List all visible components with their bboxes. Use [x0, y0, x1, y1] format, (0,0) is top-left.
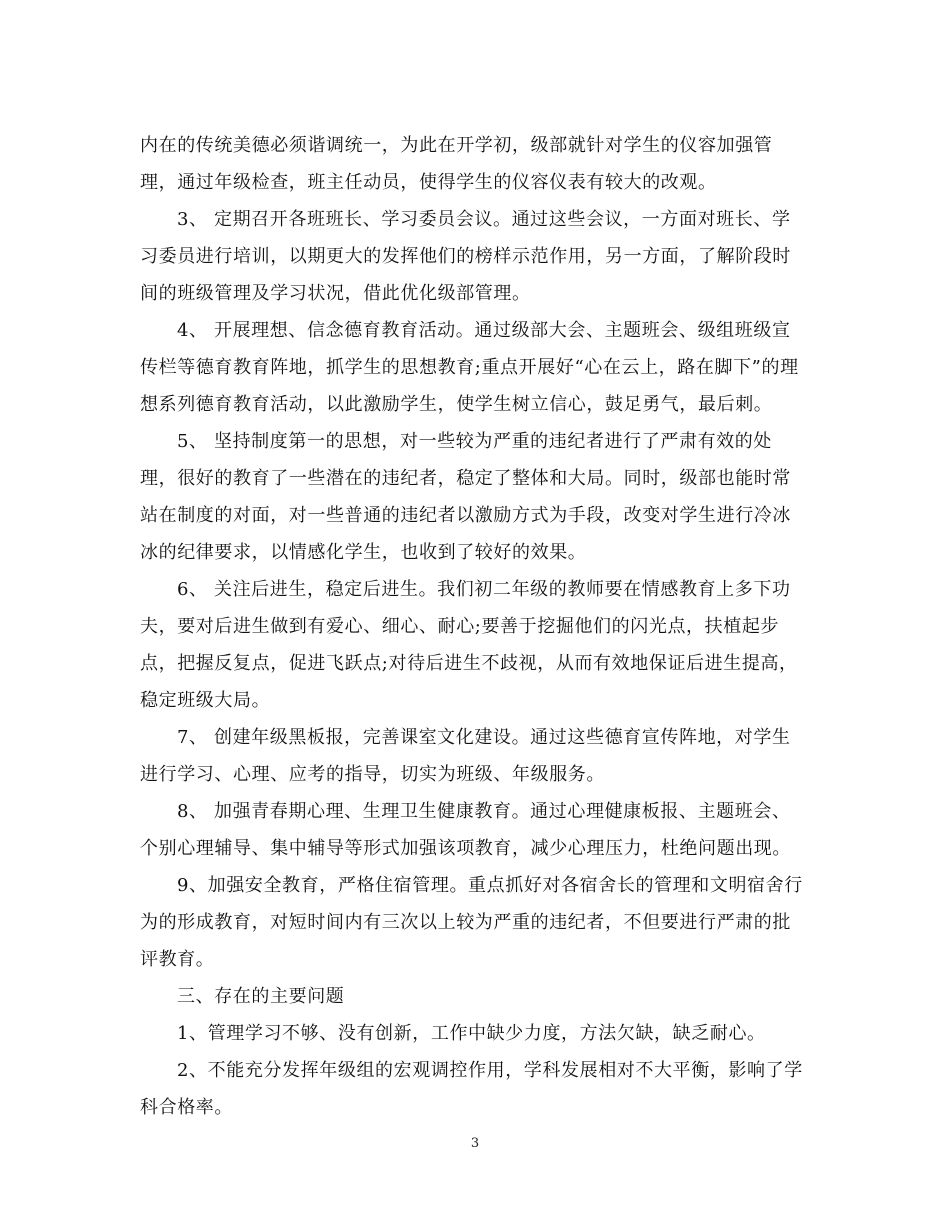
paragraph-item-5: 5、 坚持制度第一的思想，对一些较为严重的违纪者进行了严肃有效的处 理，很好的教育了一些潜在的违纪者，稳定了整体和大局。同时，级部也能时常 站在制度的对面，对一些普通的违纪者以激励方式为手段，改变对学生进行冷冰 冰的纪律要求，以情感化学生，也收到了较好的效果。	[140, 431, 791, 563]
problem-item-2: 2、不能充分发挥年级组的宏观调控作用，学科发展相对不大平衡，影响了学 科合格率。	[140, 1060, 803, 1118]
paragraph-item-7: 7、 创建年级黑板报，完善课室文化建设。通过这些德育宣传阵地，对学生 进行学习、心理、应考的指导，切实为班级、年级服务。	[140, 727, 791, 785]
page-number: 3	[470, 1136, 480, 1151]
paragraph-item-9: 9、加强安全教育，严格住宿管理。重点抓好对各宿舍长的管理和文明宿舍行 为的形成教育，对短时间内有三次以上较为严重的违纪者，不但要进行严肃的批 评教育。	[140, 875, 803, 970]
paragraph-item-4: 4、 开展理想、信念德育教育活动。通过级部大会、主题班会、级组班级宣 传栏等德育教育阵地，抓学生的思想教育;重点开展好“心在云上，路在脚下”的理 想系列德育教育活动，以此激励学生，使学生树立信心，鼓足勇气，最后刺。	[140, 320, 799, 415]
paragraph-item-8: 8、 加强青春期心理、生理卫生健康教育。通过心理健康板报、主题班会、 个别心理辅导、集中辅导等形式加强该项教育，减少心理压力，杜绝问题出现。	[140, 801, 791, 859]
paragraph-item-3: 3、 定期召开各班班长、学习委员会议。通过这些会议，一方面对班长、学 习委员进行培训，以期更大的发挥他们的榜样示范作用，另一方面，了解阶段时 间的班级管理及学习状况，借此优化级部管理。	[140, 209, 791, 304]
document-body	[140, 127, 805, 1126]
paragraph-item-6: 6、 关注后进生，稳定后进生。我们初二年级的教师要在情感教育上多下功 夫，要对后进生做到有爱心、细心、耐心;要善于挖掘他们的闪光点，扶植起步 点，把握反复点，促进飞跃点;对待后进生不歧视，从而有效地保证后进生提高， 稳定班级大局。	[140, 579, 798, 711]
problem-item-1: 1、管理学习不够、没有创新，工作中缺少力度，方法欠缺，缺乏耐心。	[177, 1023, 766, 1044]
section-heading-problems: 三、存在的主要问题	[177, 986, 345, 1007]
paragraph-continuation: 内在的传统美德必须谐调统一，为此在开学初，级部就针对学生的仪容加强管 理，通过年级检查，班主任动员，使得学生的仪容仪表有较大的改观。	[140, 135, 773, 193]
